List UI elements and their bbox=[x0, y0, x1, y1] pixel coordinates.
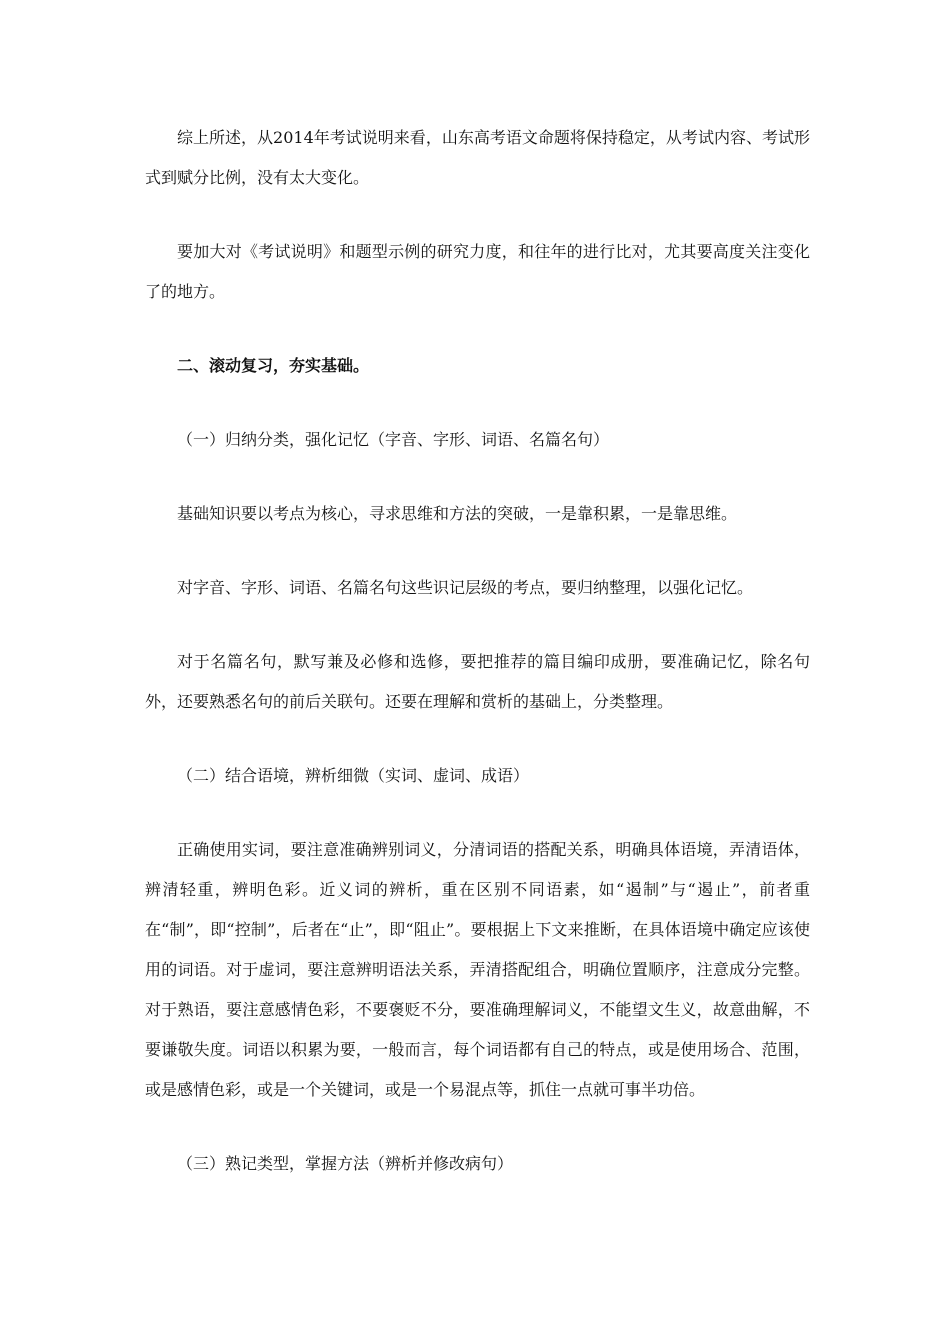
paragraph-gap bbox=[145, 386, 810, 420]
paragraph-gap bbox=[145, 460, 810, 494]
paragraph-famous-quotes: 对于名篇名句，默写兼及必修和选修，要把推荐的篇目编印成册，要准确记忆，除名句外，还要熟悉名句的前后关联句。还要在理解和赏析的基础上，分类整理。 bbox=[145, 652, 810, 711]
paragraph-gap bbox=[145, 1110, 810, 1144]
paragraph-summary: 综上所述，从2014年考试说明来看，山东高考语文命题将保持稳定，从考试内容、考试形式到赋分比例，没有太大变化。 bbox=[145, 128, 810, 187]
subheading-1: （一）归纳分类，强化记忆（字音、字形、词语、名篇名句） bbox=[177, 430, 610, 449]
paragraph-gap bbox=[145, 796, 810, 830]
document-page bbox=[145, 118, 810, 1184]
paragraph-gap bbox=[145, 608, 810, 642]
paragraph-gap bbox=[145, 312, 810, 346]
paragraph-study-exam-guide: 要加大对《考试说明》和题型示例的研究力度，和往年的进行比对，尤其要高度关注变化了的地方。 bbox=[145, 242, 810, 301]
paragraph-word-usage: 正确使用实词，要注意准确辨别词义，分清词语的搭配关系，明确具体语境，弄清语体，辨清轻重，辨明色彩。近义词的辨析，重在区别不同语素，如“遏制”与“遏止”，前者重在“制”，即“控制”，后者在“止”，即“阻止”。要根据上下文来推断，在具体语境中确定应该使用的词语。对于虚词，要注意辨明语法关系，弄清搭配组合，明确位置顺序，注意成分完整。对于熟语，要注意感情色彩，不要褒贬不分，要准确理解词义，不能望文生义，故意曲解，不要谦敬失度。词语以积累为要，一般而言，每个词语都有自己的特点，或是使用场合、范围，或是感情色彩，或是一个关键词，或是一个易混点等，抓住一点就可事半功倍。 bbox=[145, 840, 810, 1099]
paragraph-gap bbox=[145, 198, 810, 232]
subheading-3: （三）熟记类型，掌握方法（辨析并修改病句） bbox=[177, 1154, 514, 1173]
paragraph-basic-knowledge: 基础知识要以考点为核心，寻求思维和方法的突破，一是靠积累，一是靠思维。 bbox=[177, 504, 738, 523]
paragraph-gap bbox=[145, 534, 810, 568]
paragraph-gap bbox=[145, 722, 810, 756]
subheading-2: （二）结合语境，辨析细微（实词、虚词、成语） bbox=[177, 766, 530, 785]
section-heading-2: 二、滚动复习，夯实基础。 bbox=[177, 356, 370, 375]
paragraph-memorize-points: 对字音、字形、词语、名篇名句这些识记层级的考点，要归纳整理，以强化记忆。 bbox=[177, 578, 754, 597]
